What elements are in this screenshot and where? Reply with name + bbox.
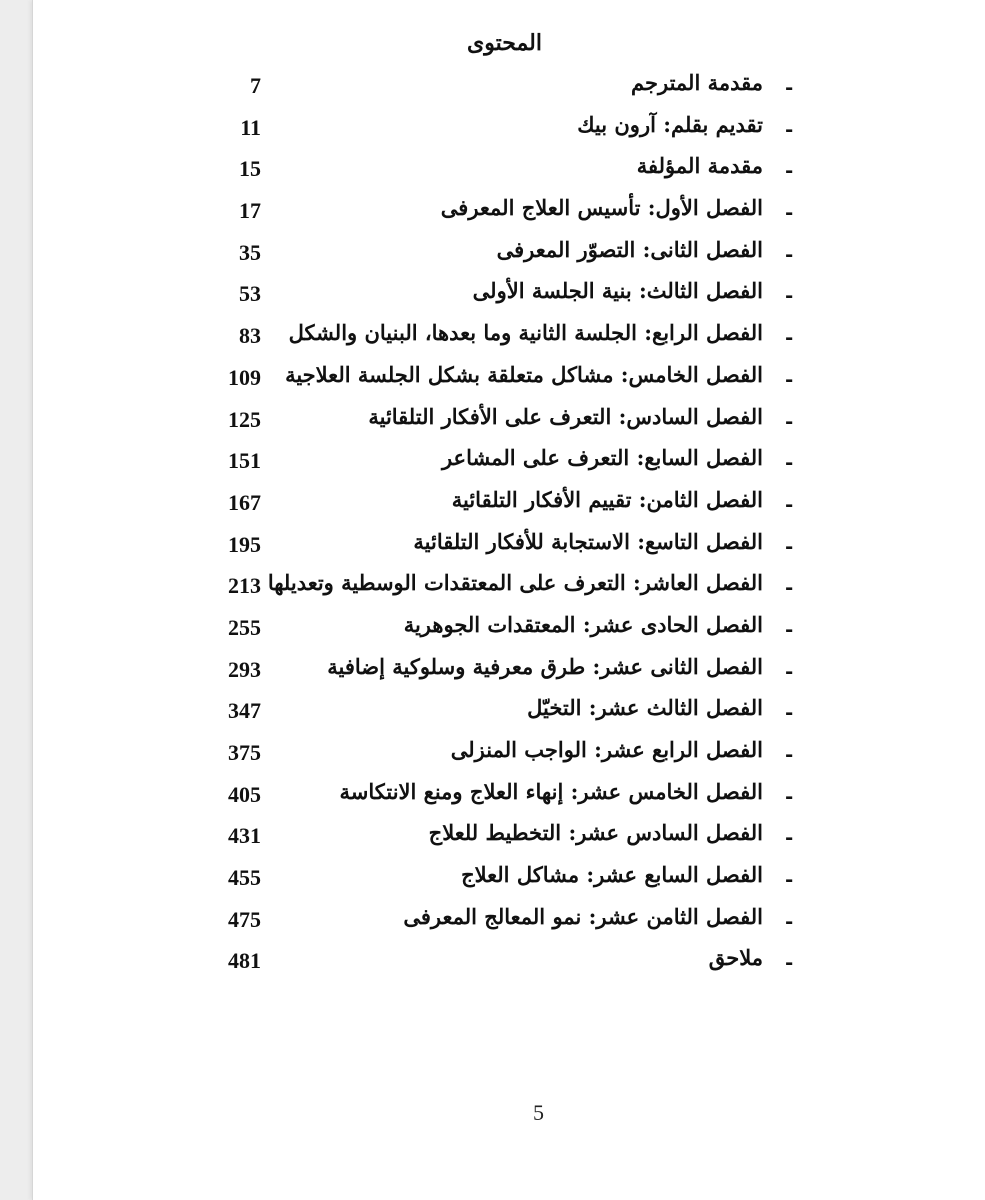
toc-entry-page-number: 347 — [228, 698, 261, 724]
toc-entry — [33, 108, 985, 150]
toc-entry-title: الفصل السادس عشر: التخطيط للعلاج — [428, 820, 763, 846]
toc-entry-title: الفصل التاسع: الاستجابة للأفكار التلقائية — [413, 528, 763, 554]
toc-entry — [33, 149, 985, 191]
toc-entry — [33, 941, 985, 983]
toc-bullet: - — [785, 825, 794, 850]
toc-bullet: - — [785, 616, 794, 641]
toc-entry-page-number: 11 — [240, 114, 261, 140]
toc-entry-title: الفصل السادس: التعرف على الأفكار التلقائية — [368, 403, 763, 429]
toc-bullet: - — [785, 783, 794, 808]
toc-entry-page-number: 293 — [228, 656, 261, 682]
toc-bullet: - — [785, 116, 794, 141]
toc-entry — [33, 691, 985, 733]
toc-entry-page-number: 475 — [228, 906, 261, 932]
toc-bullet: - — [785, 700, 794, 725]
toc-entry-page-number: 53 — [239, 281, 261, 307]
toc-entry-page-number: 17 — [239, 198, 261, 224]
toc-bullet: - — [785, 325, 794, 350]
toc-entry — [33, 775, 985, 817]
toc-entry-title: الفصل الحادى عشر: المعتقدات الجوهرية — [403, 611, 763, 637]
toc-entry-page-number: 455 — [228, 865, 261, 891]
toc-entry — [33, 525, 985, 567]
toc-bullet: - — [785, 158, 794, 183]
toc-bullet: - — [785, 366, 794, 391]
toc-entry — [33, 441, 985, 483]
toc-entry-title: الفصل العاشر: التعرف على المعتقدات الوسطية وتعديلها — [267, 570, 763, 596]
toc-bullet: - — [785, 950, 794, 975]
toc-bullet: - — [785, 658, 794, 683]
toc-entry-title: الفصل الخامس عشر: إنهاء العلاج ومنع الانتكاسة — [339, 778, 763, 804]
toc-entry-title: الفصل الرابع: الجلسة الثانية وما بعدها، البنيان والشكل — [288, 320, 763, 346]
toc-entry — [33, 483, 985, 525]
toc-entry — [33, 900, 985, 942]
toc-entry-title: مقدمة المترجم — [631, 70, 763, 95]
toc-entry-title: الفصل الثالث: بنية الجلسة الأولى — [472, 278, 763, 304]
toc-bullet: - — [785, 575, 794, 600]
table-of-contents — [33, 66, 985, 983]
toc-bullet: - — [785, 867, 794, 892]
toc-bullet: - — [785, 491, 794, 516]
toc-entry-title: الفصل الثانى عشر: طرق معرفية وسلوكية إضافية — [327, 653, 763, 679]
toc-bullet: - — [785, 75, 794, 99]
page-number-footer — [33, 1100, 985, 1126]
toc-entry-title: الفصل الثالث عشر: التخيّل — [527, 695, 763, 721]
toc-entry — [33, 316, 985, 358]
toc-entry — [33, 650, 985, 692]
toc-entry — [33, 816, 985, 858]
toc-entry-page-number: 125 — [228, 406, 261, 432]
toc-entry-title: الفصل الثانى: التصوّر المعرفى — [496, 236, 763, 262]
document-page — [32, 0, 985, 1200]
page-number: 5 — [533, 1100, 544, 1125]
toc-entry-page-number: 195 — [228, 531, 261, 557]
toc-entry — [33, 274, 985, 316]
toc-bullet: - — [785, 200, 794, 225]
toc-entry-page-number: 213 — [228, 573, 261, 599]
toc-bullet: - — [785, 408, 794, 433]
toc-bullet: - — [785, 908, 794, 933]
toc-entry-page-number: 431 — [228, 823, 261, 849]
toc-bullet: - — [785, 742, 794, 766]
toc-entry-page-number: 151 — [228, 448, 261, 474]
toc-bullet: - — [785, 283, 794, 308]
toc-bullet: - — [785, 450, 794, 475]
toc-entry — [33, 400, 985, 442]
toc-entry — [33, 358, 985, 400]
toc-entry — [33, 566, 985, 608]
toc-entry-title: الفصل السابع: التعرف على المشاعر — [441, 445, 763, 471]
page-title-text: المحتوى — [467, 30, 542, 56]
toc-entry-page-number: 255 — [228, 614, 261, 640]
toc-entry — [33, 191, 985, 233]
toc-entry-title: الفصل الثامن عشر: نمو المعالج المعرفى — [403, 903, 763, 929]
toc-entry — [33, 858, 985, 900]
toc-entry-page-number: 167 — [228, 489, 261, 515]
toc-entry-title: الفصل الخامس: مشاكل متعلقة بشكل الجلسة العلاجية — [285, 361, 763, 387]
toc-entry-page-number: 15 — [239, 156, 261, 182]
toc-entry-title: تقديم بقلم: آرون بيك — [577, 111, 763, 137]
toc-entry-title: ملاحق — [708, 945, 763, 971]
toc-entry-page-number: 83 — [239, 323, 261, 349]
toc-entry — [33, 733, 985, 775]
toc-bullet: - — [785, 533, 794, 558]
toc-entry-title: الفصل الأول: تأسيس العلاج المعرفى — [440, 195, 763, 221]
toc-entry — [33, 66, 985, 108]
toc-entry-title: الفصل السابع عشر: مشاكل العلاج — [461, 862, 763, 888]
toc-entry-page-number: 481 — [228, 948, 261, 974]
toc-entry — [33, 233, 985, 275]
toc-entry-page-number: 109 — [228, 364, 261, 390]
toc-entry-title: الفصل الثامن: تقييم الأفكار التلقائية — [451, 486, 763, 512]
toc-entry-page-number: 35 — [239, 239, 261, 265]
toc-entry-page-number: 375 — [228, 740, 261, 765]
toc-bullet: - — [785, 241, 794, 266]
page-title — [33, 30, 985, 56]
toc-entry-page-number: 7 — [250, 73, 261, 98]
toc-entry — [33, 608, 985, 650]
toc-entry-title: الفصل الرابع عشر: الواجب المنزلى — [450, 737, 763, 762]
toc-entry-title: مقدمة المؤلفة — [636, 153, 763, 179]
toc-entry-page-number: 405 — [228, 781, 261, 807]
